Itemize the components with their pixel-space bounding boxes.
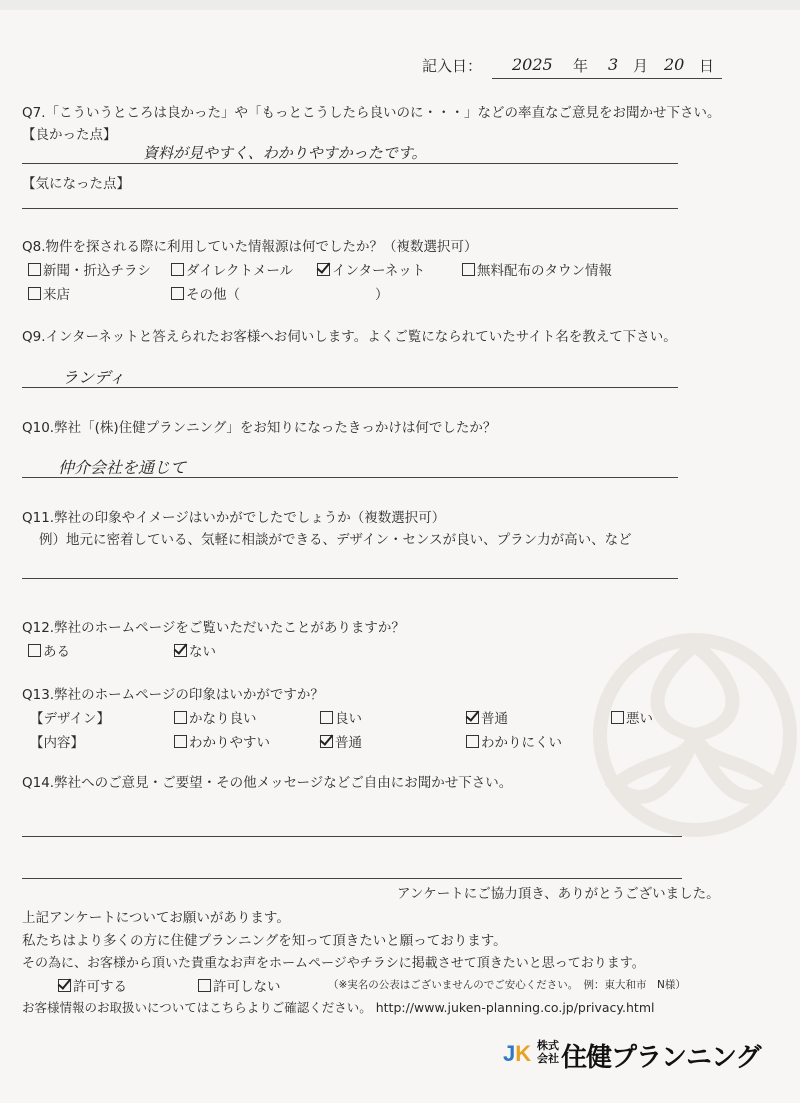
scan-top-edge — [0, 0, 800, 10]
permission-deny[interactable] — [198, 975, 281, 995]
option-label: わかりやすい — [189, 735, 270, 751]
date-month-unit: 月 — [633, 57, 649, 75]
checkbox[interactable] — [198, 979, 211, 992]
option-label: その他（ ） — [186, 287, 389, 303]
date-year: 2025 — [512, 55, 553, 74]
q7-concern-label: 【気になった点】 — [22, 176, 130, 192]
option-label: ない — [189, 644, 216, 660]
q8-option-direct-mail[interactable] — [171, 259, 293, 279]
company-name: 住健プランニング — [561, 1043, 761, 1073]
q8-option-other[interactable] — [171, 283, 389, 303]
option-label: 許可する — [73, 979, 127, 995]
footer-wish: 私たちはより多くの方に住健プランニングを知って頂きたいと願っております。 — [22, 933, 507, 949]
q14-line-2[interactable] — [22, 878, 682, 879]
q13-design-bad[interactable] — [611, 707, 653, 727]
thanks-message: アンケートにご協力頂き、ありがとうございました。 — [397, 886, 720, 902]
option-label: 新聞・折込チラシ — [43, 263, 151, 279]
checkbox-checked[interactable] — [58, 979, 71, 992]
option-label: インターネット — [332, 263, 426, 279]
checkbox-checked[interactable] — [174, 644, 187, 657]
q10-question: Q10.弊社「(株)住健プランニング」をお知りになったきっかけは何でしたか？ — [22, 420, 497, 436]
date-day: 20 — [664, 55, 685, 74]
q12-option-yes[interactable] — [28, 640, 70, 660]
q12-option-no[interactable] — [174, 640, 216, 660]
q10-answer[interactable]: 仲介会社を通じて — [58, 458, 187, 477]
q8-option-newspaper[interactable] — [28, 259, 151, 279]
footer-publish-request: その為に、お客様から頂いた貴重なお声をホームページやチラシに掲載させて頂きたいと思っております。 — [22, 956, 645, 971]
anonymity-note: （※実名の公表はございませんのでご安心ください。 例：東大和市 N様） — [328, 979, 686, 991]
q13-design-label: 【デザイン】 — [30, 711, 111, 727]
q8-option-free-town-info[interactable] — [462, 259, 612, 279]
q9-question: Q9.インターネットと答えられたお客様へお伺いします。よくご覧になられていたサイト名を教えて下さい。 — [22, 329, 677, 345]
q13-design-normal[interactable] — [466, 707, 508, 727]
option-label: わかりにくい — [481, 735, 562, 751]
q11-example: 例）地元に密着している、気軽に相談ができる、デザイン・センスが良い、プラン力が高い、など — [39, 532, 632, 548]
checkbox[interactable] — [28, 287, 41, 300]
checkbox[interactable] — [174, 735, 187, 748]
q8-question: Q8.物件を探される際に利用していた情報源は何でしたか？（複数選択可） — [22, 239, 478, 255]
checkbox[interactable] — [28, 644, 41, 657]
privacy-notice[interactable]: お客様情報のお取扱いについてはこちらよりご確認ください。 http://www.juken-planning.co.jp/privacy.html — [22, 1000, 655, 1015]
option-label: 悪い — [626, 711, 653, 727]
q13-content-hard[interactable] — [466, 731, 562, 751]
q7-concern-line[interactable] — [22, 208, 678, 209]
jk-logo-icon: JK — [503, 1041, 532, 1066]
q7-good-line — [22, 163, 678, 164]
option-label: 良い — [335, 711, 362, 727]
q13-design-good[interactable] — [320, 707, 362, 727]
option-label: ダイレクトメール — [186, 263, 294, 279]
option-label: ある — [43, 644, 70, 660]
q14-line-1[interactable] — [22, 836, 682, 837]
checkbox[interactable] — [171, 287, 184, 300]
checkbox-checked[interactable] — [466, 711, 479, 724]
company-logo — [503, 1035, 793, 1080]
option-label: かなり良い — [189, 711, 257, 727]
q14-question: Q14.弊社へのご意見・ご要望・その他メッセージなどご自由にお聞かせ下さい。 — [22, 775, 513, 791]
ornament-watermark — [585, 615, 800, 855]
option-label: 来店 — [43, 287, 70, 303]
q13-content-label: 【内容】 — [30, 735, 84, 751]
q7-question: Q7.「こういうところは良かった」や「もっとこうしたら良いのに・・・」などの率直なご意見をお聞かせ下さい。 — [22, 105, 721, 121]
checkbox[interactable] — [174, 711, 187, 724]
date-day-unit: 日 — [699, 57, 715, 75]
q13-content-easy[interactable] — [174, 731, 270, 751]
date-underline — [492, 78, 722, 79]
q9-line — [22, 387, 678, 388]
checkbox[interactable] — [28, 263, 41, 276]
checkbox-checked[interactable] — [317, 263, 330, 276]
checkbox[interactable] — [466, 735, 479, 748]
option-label: 許可しない — [213, 979, 281, 995]
q11-question: Q11.弊社の印象やイメージはいかがでしたでしょうか（複数選択可） — [22, 510, 446, 526]
q12-question: Q12.弊社のホームページをご覧いただいたことがありますか？ — [22, 620, 405, 636]
checkbox[interactable] — [462, 263, 475, 276]
date-year-unit: 年 — [573, 57, 589, 75]
checkbox[interactable] — [171, 263, 184, 276]
q7-good-answer[interactable]: 資料が見やすく、わかりやすかったです。 — [143, 144, 427, 162]
q11-line[interactable] — [22, 578, 678, 579]
option-label: 普通 — [481, 711, 508, 727]
q8-option-internet[interactable] — [317, 259, 425, 279]
option-label: 普通 — [335, 735, 362, 751]
q13-content-normal[interactable] — [320, 731, 362, 751]
date-month: 3 — [608, 55, 619, 74]
q13-design-very-good[interactable] — [174, 707, 257, 727]
q13-question: Q13.弊社のホームページの印象はいかがですか？ — [22, 687, 324, 703]
footer-request: 上記アンケートについてお願いがあります。 — [22, 910, 290, 926]
q10-line — [22, 477, 678, 478]
q8-option-visit[interactable] — [28, 283, 70, 303]
permission-allow[interactable] — [58, 975, 127, 995]
checkbox[interactable] — [320, 711, 333, 724]
corp-type: 株式会社 — [537, 1039, 559, 1065]
q7-good-label: 【良かった点】 — [22, 127, 117, 143]
checkbox[interactable] — [611, 711, 624, 724]
checkbox-checked[interactable] — [320, 735, 333, 748]
option-label: 無料配布のタウン情報 — [477, 263, 612, 279]
date-label: 記入日： — [422, 57, 483, 75]
q9-answer[interactable]: ランディ — [62, 368, 125, 387]
